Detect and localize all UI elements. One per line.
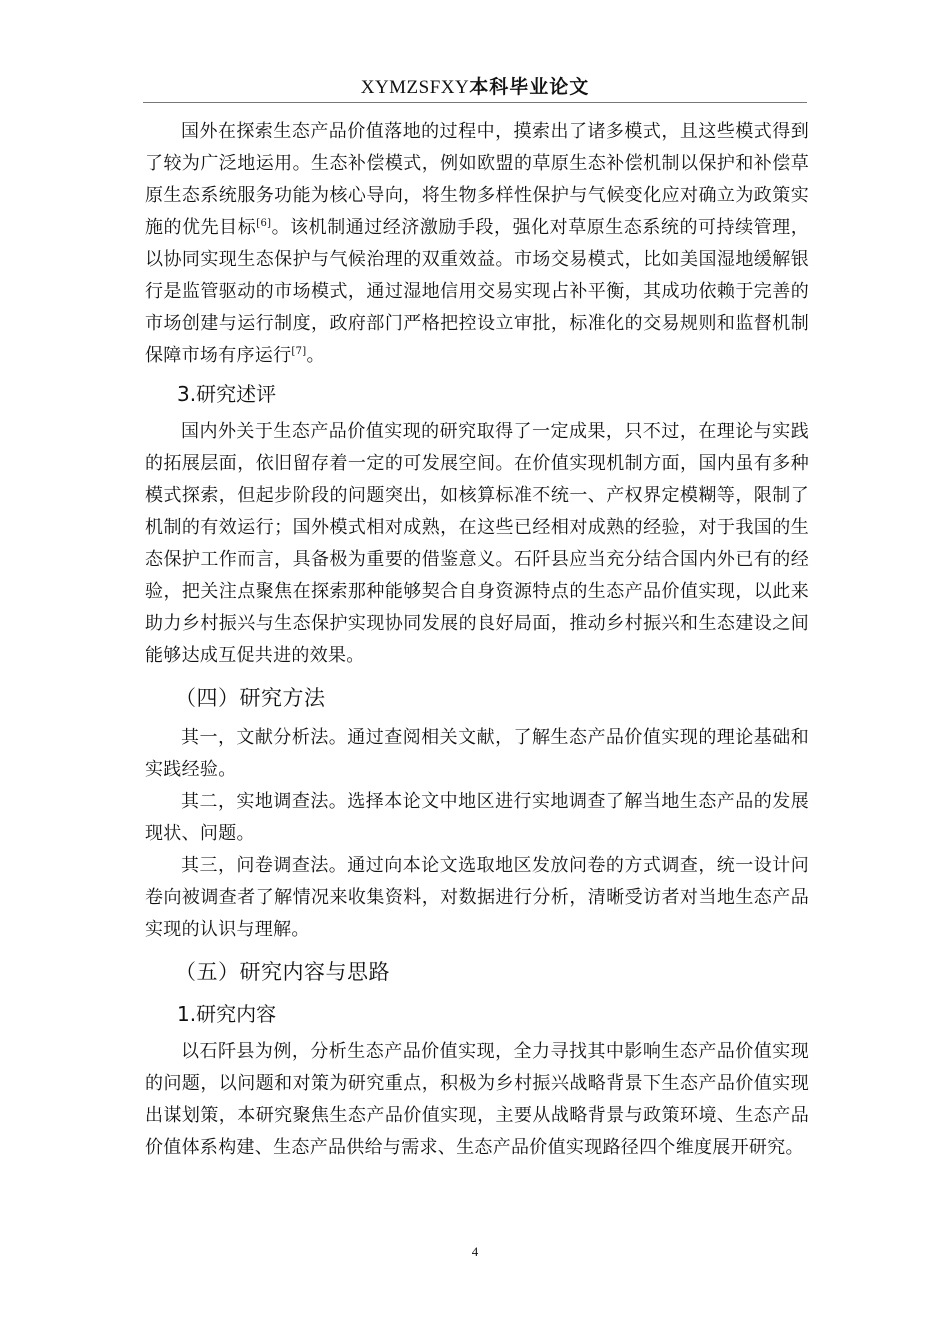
- paragraph-research-content: 以石阡县为例，分析生态产品价值实现，全力寻找其中影响生态产品价值实现的问题，以问题和对策为研究重点，积极为乡村振兴战略背景下生态产品价值实现出谋划策，本研究聚焦生态产品价值实现，主要从战略背景与政策环境、生态产品价值体系构建、生态产品供给与需求、生态产品价值实现路径四个维度展开研究。: [145, 1041, 809, 1158]
- header-code: XYMZSFXY: [360, 77, 470, 98]
- header-divider: [143, 102, 807, 103]
- paragraph-text: 国外在探索生态产品价值落地的过程中，摸索出了诸多模式，且这些模式得到了较为广泛地运用。生态补偿模式，例如欧盟的草原生态补偿机制以保护和补偿草原生态系统服务功能为核心导向，将生物多样性保护与气候变化应对确立为政策实施的优先目标: [145, 121, 809, 238]
- header-title: 本科毕业论文: [469, 76, 590, 98]
- paragraph-text: 。该机制通过经济激励手段，强化对草原生态系统的可持续管理，以协同实现生态保护与气候治理的双重效益。市场交易模式，比如美国湿地缓解银行是监管驱动的市场模式，通过湿地信用交易实现占补平衡，其成功依赖于完善的市场创建与运行制度，政府部门严格把控设立审批，标准化的交易规则和监督机制保障市场有序运行: [145, 217, 809, 366]
- section-heading-content: （五）研究内容与思路: [175, 960, 390, 984]
- page-number: 4: [471, 1244, 479, 1259]
- paragraph-text: 。: [306, 345, 325, 366]
- paragraph-method-literature: 其一，文献分析法。通过查阅相关文献，了解生态产品价值实现的理论基础和实践经验。: [145, 727, 809, 780]
- citation-ref: [6]: [256, 218, 272, 229]
- document-body: [145, 116, 809, 1164]
- section-heading-review: 3.研究述评: [177, 382, 277, 406]
- citation-ref: [7]: [291, 346, 307, 357]
- paragraph-foreign-models: [145, 116, 809, 372]
- subsection-heading-content: 1.研究内容: [177, 1002, 277, 1026]
- paragraph-method-survey: 其三，问卷调查法。通过向本论文选取地区发放问卷的方式调查，统一设计问卷向被调查者了解情况来收集资料，对数据进行分析，清晰受访者对当地生态产品实现的认识与理解。: [145, 855, 809, 940]
- section-heading-methods: （四）研究方法: [175, 686, 326, 710]
- page-header: [0, 72, 950, 99]
- paragraph-method-fieldwork: 其二，实地调查法。选择本论文中地区进行实地调查了解当地生态产品的发展现状、问题。: [145, 791, 809, 844]
- paragraph-review: 国内外关于生态产品价值实现的研究取得了一定成果，只不过，在理论与实践的拓展层面，依旧留存着一定的可发展空间。在价值实现机制方面，国内虽有多种模式探索，但起步阶段的问题突出，如核算标准不统一、产权界定模糊等，限制了机制的有效运行；国外模式相对成熟，在这些已经相对成熟的经验，对于我国的生态保护工作而言，具备极为重要的借鉴意义。石阡县应当充分结合国内外已有的经验，把关注点聚焦在探索那种能够契合自身资源特点的生态产品价值实现，以此来助力乡村振兴与生态保护实现协同发展的良好局面，推动乡村振兴和生态建设之间能够达成互促共进的效果。: [145, 421, 809, 666]
